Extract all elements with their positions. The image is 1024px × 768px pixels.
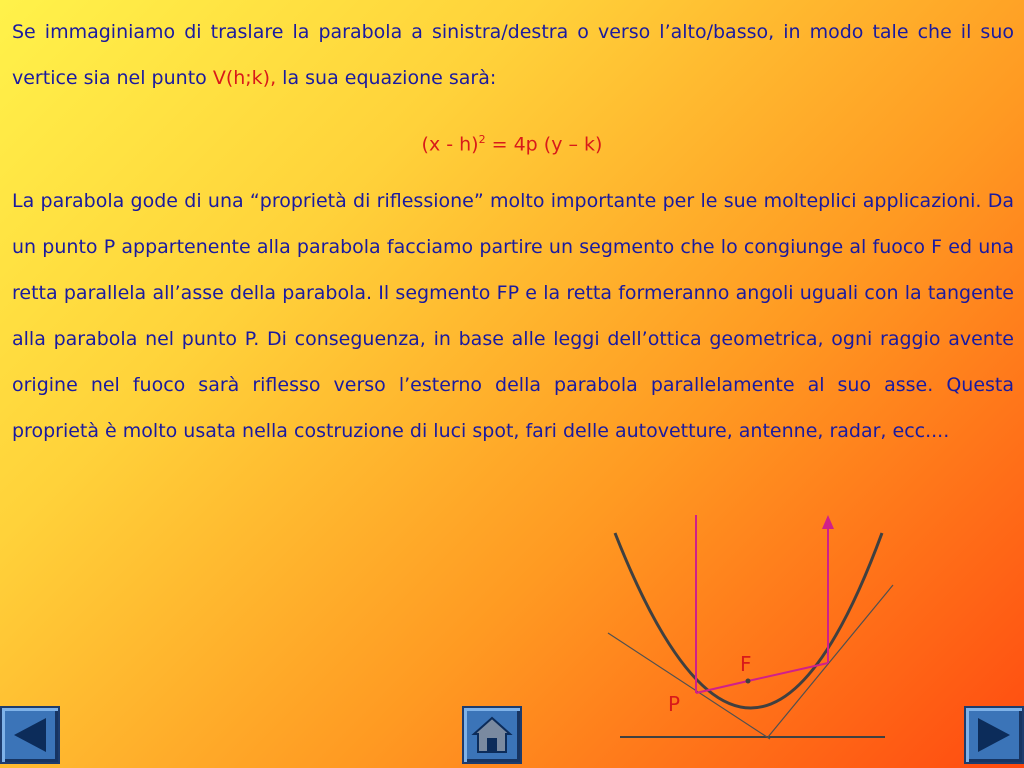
point-p-label: P xyxy=(668,692,681,716)
focus-label: F xyxy=(740,652,752,676)
equation-right: = 4p (y – k) xyxy=(485,133,603,156)
tangent-line-left xyxy=(608,633,770,739)
home-icon xyxy=(470,714,514,756)
home-button[interactable] xyxy=(462,706,522,764)
reflection-paragraph: La parabola gode di una “proprietà di riflessione” molto importante per le sue molteplici applicazioni. Da un punto P appartenente alla parabola facciamo partire un segmento che lo congiunge al fuoco F ed una retta parallela all’asse della parabola. Il segmento FP e la retta formeranno angoli uguali con la tangente alla parabola nel punto P. Di conseguenza, in base alle leggi dell’ottica geometrica, ogni raggio avente origine nel fuoco sarà riflesso verso l’esterno della parabola parallelamente al suo asse. Questa proprietà è molto usata nella costruzione di luci spot, fari delle autovetture, antenne, radar, ecc.... xyxy=(12,190,1014,442)
next-slide-button[interactable] xyxy=(964,706,1024,764)
parabola-equation xyxy=(0,117,1024,167)
intro-tail: la sua equazione sarà: xyxy=(276,67,497,89)
intro-text: Se immaginiamo di traslare la parabola a sinistra/destra o verso l’alto/basso, in modo tale che il suo vertice sia nel punto xyxy=(12,21,1014,89)
parabola-reflection-diagram xyxy=(600,505,910,755)
equation-exponent: 2 xyxy=(478,133,486,146)
focus-point xyxy=(746,679,751,684)
previous-slide-button[interactable] xyxy=(0,706,60,764)
arrow-right-icon xyxy=(972,714,1016,756)
equation-left: (x - h) xyxy=(421,133,479,156)
intro-paragraph xyxy=(12,9,1014,101)
arrow-head-icon xyxy=(822,515,834,529)
tangent-line-right xyxy=(768,585,893,737)
arrow-left-icon xyxy=(8,714,52,756)
vertex-label: V(h;k), xyxy=(212,67,277,89)
